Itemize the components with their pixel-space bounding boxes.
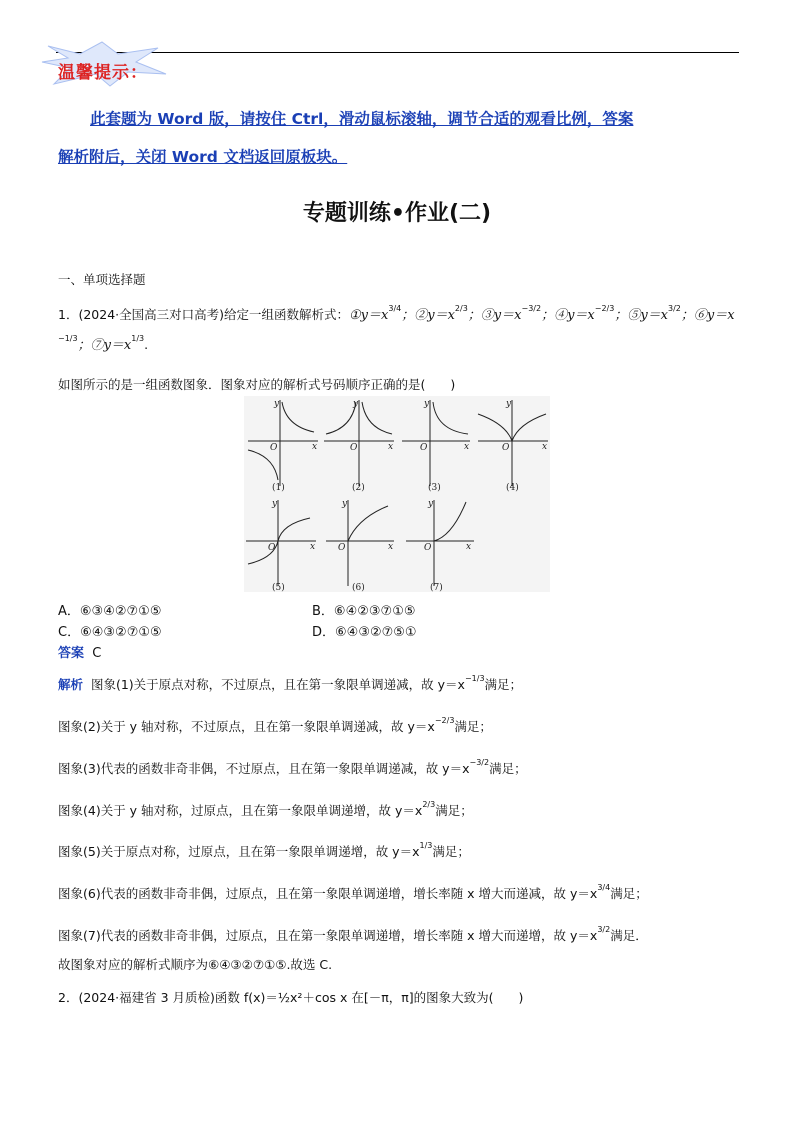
page-title: 专题训练•作业(二) <box>302 201 492 226</box>
q1-func-7: ；⑦y＝x <box>77 338 132 353</box>
q1-number: 1． <box>58 307 79 322</box>
svg-text:y: y <box>342 499 348 509</box>
fig-label-7: (7) <box>430 583 443 592</box>
analysis-exp-1: −1/3 <box>464 674 485 683</box>
analysis-line-1 <box>58 674 748 693</box>
q1-stem-line2 <box>58 334 148 353</box>
analysis-exp-5: 1/3 <box>419 841 433 850</box>
fig-label-6: (6) <box>352 583 365 592</box>
analysis-end-3: 满足； <box>489 761 527 776</box>
fig-label-4: (4) <box>506 483 519 493</box>
answer-label: 答案 <box>58 646 85 661</box>
q1-figure <box>244 396 550 592</box>
analysis-text-1: 图象(1)关于原点对称，不过原点，且在第一象限单调递减，故 y＝x <box>90 677 465 692</box>
svg-text:O: O <box>502 443 510 453</box>
analysis-exp-6: 3/4 <box>597 883 611 892</box>
svg-text:y: y <box>353 399 359 409</box>
analysis-text-4: 图象(4)关于 y 轴对称，过原点，且在第一象限单调递增，故 y＝x <box>58 803 423 818</box>
analysis-text-2: 图象(2)关于 y 轴对称，不过原点，且在第一象限单调递减，故 y＝x <box>58 719 435 734</box>
answer-value: C <box>92 646 102 661</box>
svg-text:y: y <box>428 499 434 509</box>
q1-exp-5: 3/2 <box>668 304 681 313</box>
svg-text:x: x <box>464 442 470 452</box>
tip-title: 温馨提示： <box>58 63 148 83</box>
tip-notice <box>58 100 742 176</box>
analysis-exp-4: 2/3 <box>422 800 436 809</box>
analysis-line-6 <box>58 883 748 902</box>
graph-3 <box>402 399 470 486</box>
analysis-line-2 <box>58 716 748 735</box>
svg-text:O: O <box>270 443 278 453</box>
svg-text:x: x <box>388 442 394 452</box>
analysis-exp-2: −2/3 <box>434 716 455 725</box>
svg-text:O: O <box>268 543 276 553</box>
analysis-end-5: 满足； <box>432 844 470 859</box>
q1-option-c[interactable]: C．⑥④③②⑦①⑤ <box>58 625 162 640</box>
section-heading: 一、单项选择题 <box>58 272 146 287</box>
analysis-line-4 <box>58 800 748 819</box>
analysis-exp-7: 3/2 <box>597 925 611 934</box>
svg-text:x: x <box>388 542 394 552</box>
analysis-text-6: 图象(6)代表的函数非奇非偶，过原点，且在第一象限单调递增，增长率随 x 增大而递减，故 y＝x <box>58 886 598 901</box>
svg-text:y: y <box>424 399 430 409</box>
q1-exp-7: 1/3 <box>131 334 145 343</box>
tip-line-2: 解析附后，关闭 Word 文档返回原板块。 <box>58 148 348 166</box>
svg-text:O: O <box>424 543 432 553</box>
svg-text:y: y <box>274 399 280 409</box>
fig-label-3: (3) <box>428 483 441 493</box>
graph-7 <box>406 499 474 586</box>
analysis-end-1: 满足； <box>484 677 523 692</box>
q1-func-5: ；⑤y＝x <box>614 308 669 323</box>
svg-text:O: O <box>338 543 346 553</box>
q1-exp-1: 3/4 <box>388 304 402 313</box>
analysis-line-7 <box>58 925 748 944</box>
graph-5 <box>246 499 316 586</box>
q1-exp-2: 2/3 <box>454 304 468 313</box>
q1-func-1: ①y＝x <box>349 308 389 323</box>
q1-func-2: ；②y＝x <box>401 308 455 323</box>
q1-stem-line1 <box>58 300 748 325</box>
q1-func-3: ；③y＝x <box>467 308 522 323</box>
graph-1 <box>248 399 318 486</box>
graph-4 <box>478 399 548 486</box>
q1-func-6: ；⑥y＝x <box>680 308 735 323</box>
svg-text:y: y <box>506 399 512 409</box>
svg-text:x: x <box>466 542 472 552</box>
q1-exp-4: −2/3 <box>594 304 615 313</box>
q1-exp-6: −1/3 <box>58 334 78 343</box>
analysis-line-3 <box>58 758 748 777</box>
q1-exp-3: −3/2 <box>521 304 542 313</box>
q1-stem-a: 给定一组函数解析式： <box>224 307 350 322</box>
svg-text:x: x <box>310 542 316 552</box>
analysis-text-7: 图象(7)代表的函数非奇非偶，过原点，且在第一象限单调递增，增长率随 x 增大而递增，故 y＝x <box>58 928 598 943</box>
analysis-end-2: 满足； <box>454 719 492 734</box>
svg-text:y: y <box>272 499 278 509</box>
fig-label-5: (5) <box>272 583 285 592</box>
analysis-conclusion: 故图象对应的解析式顺序为⑥④③②⑦①⑤.故选 C. <box>58 957 333 972</box>
analysis-line-5 <box>58 841 748 860</box>
q1-answer <box>58 642 101 661</box>
analysis-text-5: 图象(5)关于原点对称，过原点，且在第一象限单调递增，故 y＝x <box>58 844 420 859</box>
q1-stem-end: . <box>144 337 149 352</box>
fig-label-2: (2) <box>352 483 365 493</box>
q1-option-a[interactable]: A．⑥③④②⑦①⑤ <box>58 604 162 619</box>
fig-label-1: (1) <box>272 483 285 493</box>
graph-2 <box>324 399 394 486</box>
analysis-end-7: 满足． <box>610 928 648 943</box>
analysis-end-4: 满足； <box>435 803 473 818</box>
analysis-text-3: 图象(3)代表的函数非奇非偶，不过原点，且在第一象限单调递减，故 y＝x <box>58 761 470 776</box>
q2-stem: 2．(2024·福建省 3 月质检)函数 f(x)＝½x²＋cos x 在[－π，π]的图象大致为( ) <box>58 990 524 1005</box>
svg-text:x: x <box>312 442 318 452</box>
q1-stem-b: 如图所示的是一组函数图象．图象对应的解析式号码顺序正确的是( ) <box>58 377 456 392</box>
svg-text:O: O <box>350 443 358 453</box>
tip-line-1: 此套题为 Word 版，请按住 Ctrl，滑动鼠标滚轴，调节合适的观看比例，答案 <box>90 110 634 128</box>
analysis-exp-3: −3/2 <box>469 758 490 767</box>
svg-text:x: x <box>542 442 548 452</box>
q1-func-4: ；④y＝x <box>541 308 595 323</box>
graph-6 <box>326 499 394 586</box>
analysis-label: 解析 <box>58 677 84 692</box>
q1-option-b[interactable]: B．⑥④②③⑦①⑤ <box>312 604 416 619</box>
q1-source: (2024·全国高三对口高考) <box>78 307 224 322</box>
svg-text:O: O <box>420 443 428 453</box>
analysis-end-6: 满足； <box>610 886 648 901</box>
q1-option-d[interactable]: D．⑥④③②⑦⑤① <box>312 625 417 640</box>
